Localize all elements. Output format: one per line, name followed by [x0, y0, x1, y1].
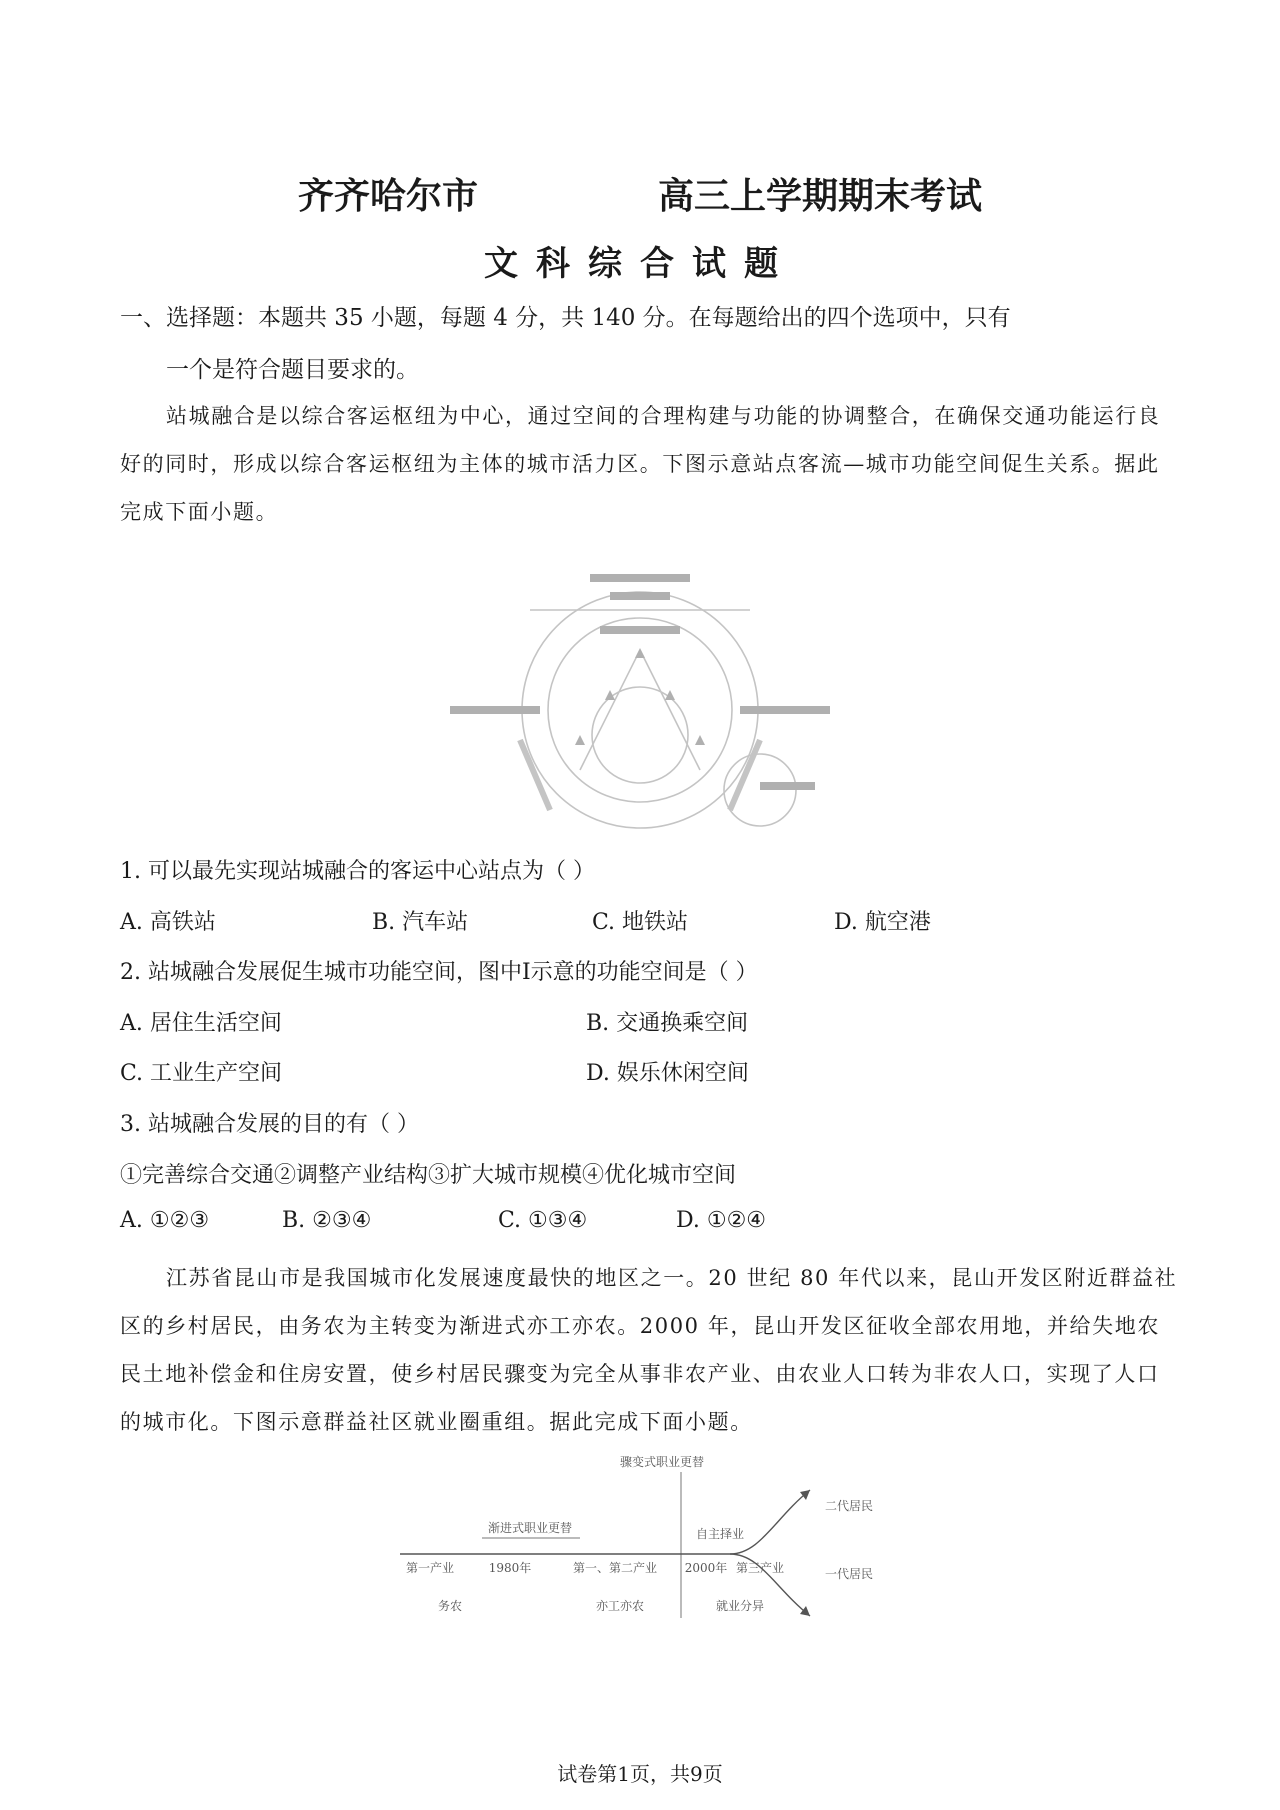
question-1-stem: 1. 可以最先实现站城融合的客运中心站点为（ ） — [120, 859, 595, 884]
label-farming: 务农 — [437, 1599, 463, 1613]
label-sudden-change: 骤变式职业更替 — [619, 1455, 705, 1469]
page-footer: 试卷第1页，共9页 — [557, 1762, 723, 1786]
station-city-diagram — [430, 560, 850, 840]
q1-option-d: D. 航空港 — [834, 910, 931, 935]
right-branch — [640, 650, 700, 770]
left-branch — [580, 650, 640, 770]
blur-text-right — [740, 706, 830, 714]
label-self-employed: 自主择业 — [695, 1527, 745, 1541]
label-tertiary: 第三产业 — [735, 1561, 785, 1575]
q3-option-d: D. ①②④ — [676, 1208, 767, 1233]
blur-text-1 — [590, 574, 690, 582]
arrow-low-left — [575, 735, 585, 745]
q1-option-c: C. 地铁站 — [592, 910, 689, 935]
middle-ring — [548, 618, 732, 802]
upper-arrow — [800, 1490, 810, 1500]
q1-option-a: A. 高铁站 — [120, 910, 216, 935]
label-primary: 第一产业 — [405, 1561, 455, 1575]
label-split: 就业分异 — [715, 1599, 765, 1613]
label-gen2: 二代居民 — [825, 1499, 874, 1513]
subject-title: 文科综合试题 — [484, 244, 796, 284]
label-2000: 2000年 — [684, 1561, 728, 1575]
label-part-time: 亦工亦农 — [595, 1599, 645, 1613]
upper-branch — [730, 1490, 810, 1554]
blur-text-3 — [600, 626, 680, 634]
question-2-stem: 2. 站城融合发展促生城市功能空间，图中Ⅰ示意的功能空间是（ ） — [120, 960, 758, 985]
passage-2: 江苏省昆山市是我国城市化发展速度最快的地区之一。20 世纪 80 年代以来，昆山开发区附近群益社区的乡村居民，由务农为主转变为渐进式亦工亦农。2000 年，昆山开发区征收全部农用地，并给失地农民土地补偿金和住房安置，使乡村居民骤变为完全从事非农产业、由农业人口转为非农人口，实现了人口的城市化。下图示意群益社区就业圈重组。据此完成下面小题。 — [120, 1266, 1178, 1434]
q2-option-b: B. 交通换乘空间 — [586, 1011, 749, 1036]
exam-title — [0, 168, 1280, 219]
blur-text-left — [450, 706, 540, 714]
section-line-2: 一个是符合题目要求的。 — [166, 357, 419, 383]
exam-name: 高三上学期期末考试 — [658, 175, 983, 217]
q2-option-c: C. 工业生产空间 — [120, 1061, 283, 1086]
q2-option-a: A. 居住生活空间 — [120, 1011, 282, 1036]
question-3-stem: 3. 站城融合发展的目的有（ ） — [120, 1112, 419, 1137]
blur-text-side — [760, 782, 815, 790]
label-gen1: 一代居民 — [825, 1567, 874, 1581]
label-primary-secondary: 第一、第二产业 — [572, 1561, 658, 1575]
arrow-top — [635, 648, 645, 658]
inner-ring — [592, 687, 688, 783]
q1-option-b: B. 汽车站 — [372, 910, 469, 935]
q3-option-a: A. ①②③ — [120, 1208, 210, 1233]
passage-1: 站城融合是以综合客运枢纽为中心，通过空间的合理构建与功能的协调整合，在确保交通功能运行良好的同时，形成以综合客运枢纽为主体的城市活力区。下图示意站点客流—城市功能空间促生关系。据此完成下面小题。 — [120, 404, 1161, 524]
arrow-low-right — [695, 735, 705, 745]
label-1980: 1980年 — [488, 1561, 532, 1575]
question-3-statements: ①完善综合交通②调整产业结构③扩大城市规模④优化城市空间 — [120, 1163, 737, 1188]
lower-arrow — [800, 1606, 810, 1616]
blur-text-2 — [610, 592, 670, 600]
employment-restructure-diagram — [400, 1448, 910, 1648]
left-arc-band — [520, 740, 550, 810]
q3-option-c: C. ①③④ — [498, 1208, 588, 1233]
section-line-1: 一、选择题：本题共 35 小题，每题 4 分，共 140 分。在每题给出的四个选项中，只有 — [120, 305, 1011, 331]
section-heading — [120, 292, 1180, 396]
q2-option-d: D. 娱乐休闲空间 — [586, 1061, 749, 1086]
label-gradual-change: 渐进式职业更替 — [487, 1521, 573, 1535]
city-name: 齐齐哈尔市 — [297, 175, 478, 217]
right-arc-band — [730, 740, 760, 810]
q3-option-b: B. ②③④ — [282, 1208, 372, 1233]
